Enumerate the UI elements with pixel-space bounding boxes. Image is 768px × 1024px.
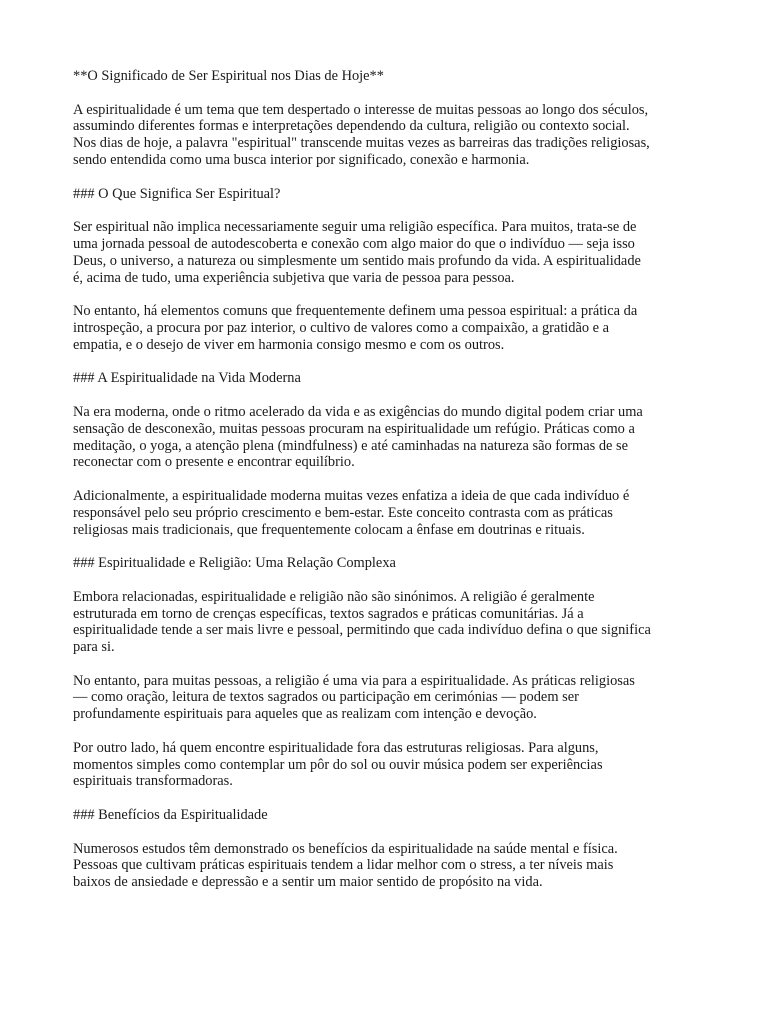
text-line: Na era moderna, onde o ritmo acelerado da vida e as exigências do mundo digital podem criar uma (73, 403, 643, 420)
text-line: uma jornada pessoal de autodescoberta e conexão com algo maior do que o indivíduo — seja isso (73, 235, 635, 252)
text-line: ### A Espiritualidade na Vida Moderna (73, 370, 301, 387)
text-line: reconectar com o presente e encontrar equilíbrio. (73, 454, 355, 471)
text-line: Por outro lado, há quem encontre espiritualidade fora das estruturas religiosas. Para alguns, (73, 739, 599, 756)
text-line: meditação, o yoga, a atenção plena (mindfulness) e até caminhadas na natureza são formas de se (73, 437, 628, 454)
text-line: responsável pelo seu próprio crescimento e bem-estar. Este conceito contrasta com as práticas (73, 504, 613, 521)
text-line: assumindo diferentes formas e interpretações dependendo da cultura, religião ou contexto social. (73, 118, 630, 135)
text-line: estruturada em torno de crenças específicas, textos sagrados e práticas comunitárias. Já a (73, 605, 584, 622)
text-line: sensação de desconexão, muitas pessoas procuram na espiritualidade um refúgio. Práticas como a (73, 420, 635, 437)
paragraph (73, 841, 701, 891)
text-line: sendo entendida como uma busca interior por significado, conexão e harmonia. (73, 151, 530, 168)
text-line: introspeção, a procura por paz interior, o cultivo de valores como a compaixão, a gratidão e a (73, 319, 610, 336)
text-line: espiritualidade tende a ser mais livre e pessoal, permitindo que cada indivíduo defina o que significa (73, 622, 651, 639)
paragraph (73, 303, 701, 353)
text-line: No entanto, há elementos comuns que frequentemente definem uma pessoa espiritual: a prática da (73, 303, 638, 320)
text-line: — como oração, leitura de textos sagrados ou participação em cerimónias — podem ser (73, 689, 579, 706)
section-heading (73, 555, 701, 572)
section-heading (73, 370, 701, 387)
text-line: religiosas mais tradicionais, que frequentemente colocam a ênfase em doutrinas e rituais. (73, 521, 585, 538)
text-line: Numerosos estudos têm demonstrado os benefícios da espiritualidade na saúde mental e física. (73, 840, 618, 857)
text-line: ### Benefícios da Espiritualidade (73, 807, 268, 824)
text-line: é, acima de tudo, uma experiência subjetiva que varia de pessoa para pessoa. (73, 269, 515, 286)
paragraph (73, 740, 701, 790)
text-line: Adicionalmente, a espiritualidade moderna muitas vezes enfatiza a ideia de que cada indivíduo é (73, 487, 630, 504)
text-line: Ser espiritual não implica necessariamente seguir uma religião específica. Para muitos, trata-se de (73, 219, 637, 236)
section-heading (73, 807, 701, 824)
text-line: ### Espiritualidade e Religião: Uma Relação Complexa (73, 555, 396, 572)
text-line: empatia, e o desejo de viver em harmonia consigo mesmo e com os outros. (73, 336, 505, 353)
text-line: baixos de ansiedade e depressão e a sentir um maior sentido de propósito na vida. (73, 874, 543, 891)
text-line: Nos dias de hoje, a palavra "espiritual" transcende muitas vezes as barreiras das tradições religiosas, (73, 135, 650, 152)
document-page (73, 68, 701, 908)
paragraph (73, 673, 701, 723)
section-heading (73, 186, 701, 203)
text-line: profundamente espirituais para aqueles que as realizam com intenção e devoção. (73, 706, 537, 723)
text-line: ### O Que Significa Ser Espiritual? (73, 185, 281, 202)
text-line: Deus, o universo, a natureza ou simplesmente um sentido mais profundo da vida. A espiritualidade (73, 252, 641, 269)
paragraph (73, 219, 701, 286)
text-line: No entanto, para muitas pessoas, a religião é uma via para a espiritualidade. As práticas religiosas (73, 672, 635, 689)
text-line: espirituais transformadoras. (73, 773, 233, 790)
text-line: A espiritualidade é um tema que tem despertado o interesse de muitas pessoas ao longo dos séculos, (73, 101, 649, 118)
text-line: Embora relacionadas, espiritualidade e religião não são sinónimos. A religião é geralmente (73, 588, 595, 605)
paragraph (73, 488, 701, 538)
text-line: Pessoas que cultivam práticas espirituais tendem a lidar melhor com o stress, a ter níveis mais (73, 857, 614, 874)
paragraph (73, 589, 701, 656)
paragraph (73, 102, 701, 169)
document-body (73, 102, 701, 891)
text-line: momentos simples como contemplar um pôr do sol ou ouvir música podem ser experiências (73, 756, 603, 773)
document-title: **O Significado de Ser Espiritual nos Dias de Hoje** (73, 68, 384, 84)
text-line: para si. (73, 639, 115, 656)
paragraph (73, 404, 701, 471)
